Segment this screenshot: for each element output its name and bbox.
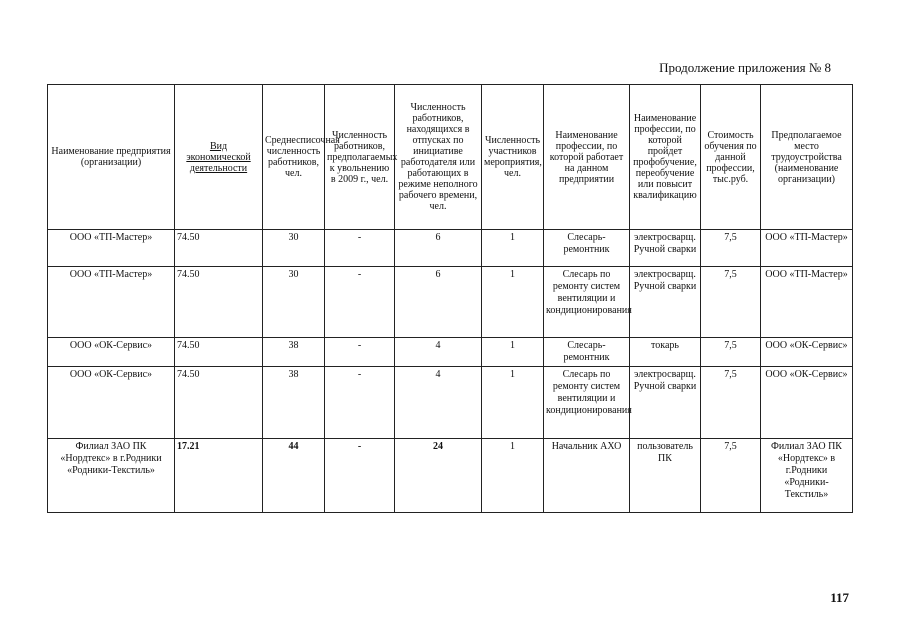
table-row [48,338,853,367]
col-header-on-leave: Численность работников, находящихся в отпусках по инициативе работодателя или работающих в режиме неполного рабочего времени, чел. [395,85,482,230]
participants-cell: 1 [482,230,544,267]
planned-dismissed-cell: - [325,267,395,338]
on-leave-cell: 6 [395,267,482,338]
training-profession-cell: пользователь ПК [630,439,701,513]
activity-cell: 74.50 [175,367,263,439]
org-name-cell: ООО «ТП-Мастер» [48,230,175,267]
col-header-training-profession: Наименование профессии, по которой пройдет профобучение, переобучение или повысит квалификацию [630,85,701,230]
planned-dismissed-cell: - [325,230,395,267]
table-row [48,367,853,439]
current-profession-cell: Начальник АХО [544,439,630,513]
participants-cell: 1 [482,338,544,367]
col-header-current-profession: Наименование профессии, по которой работает на данном предприятии [544,85,630,230]
col-header-training-cost: Стоимость обучения по данной профессии, тыс.руб. [701,85,761,230]
training-profession-cell: электросварщ. Ручной сварки [630,367,701,439]
current-profession-cell: Слесарь по ремонту систем вентиляции и кондиционирования [544,267,630,338]
org-name-cell: ООО «ОК-Сервис» [48,367,175,439]
future-employment-cell: ООО «ТП-Мастер» [761,230,853,267]
future-employment-cell: ООО «ТП-Мастер» [761,267,853,338]
current-profession-cell: Слесарь-ремонтник [544,338,630,367]
on-leave-cell: 24 [395,439,482,513]
training-cost-cell: 7,5 [701,338,761,367]
col-header-future-employment: Предполагаемое место трудоустройства (наименование организации) [761,85,853,230]
on-leave-cell: 4 [395,338,482,367]
activity-cell: 74.50 [175,267,263,338]
training-profession-cell: электросварщ. Ручной сварки [630,267,701,338]
col-header-planned-dismissed: Численность работников, предполагаемых к увольнению в 2009 г., чел. [325,85,395,230]
col-header-participants: Численность участников мероприятия, чел. [482,85,544,230]
planned-dismissed-cell: - [325,439,395,513]
training-profession-cell: электросварщ. Ручной сварки [630,230,701,267]
current-profession-cell: Слесарь-ремонтник [544,230,630,267]
page-number: 117 [830,590,849,605]
table-row [48,439,853,513]
employment-table [47,84,853,513]
on-leave-cell: 6 [395,230,482,267]
avg-headcount-cell: 44 [263,439,325,513]
training-profession-cell: токарь [630,338,701,367]
avg-headcount-cell: 38 [263,338,325,367]
avg-headcount-cell: 30 [263,267,325,338]
planned-dismissed-cell: - [325,338,395,367]
table-row [48,230,853,267]
future-employment-cell: ООО «ОК-Сервис» [761,367,853,439]
col-header-org-name: Наименование предприятия (организации) [48,85,175,230]
training-cost-cell: 7,5 [701,230,761,267]
org-name-cell: Филиал ЗАО ПК «Нордтекс» в г.Родники «Родники-Текстиль» [48,439,175,513]
current-profession-cell: Слесарь по ремонту систем вентиляции и кондиционирования [544,367,630,439]
org-name-cell: ООО «ТП-Мастер» [48,267,175,338]
future-employment-cell: Филиал ЗАО ПК «Нордтекс» в г.Родники «Родники-Текстиль» [761,439,853,513]
table-header-row [48,85,853,230]
training-cost-cell: 7,5 [701,367,761,439]
training-cost-cell: 7,5 [701,267,761,338]
avg-headcount-cell: 30 [263,230,325,267]
planned-dismissed-cell: - [325,367,395,439]
participants-cell: 1 [482,367,544,439]
activity-cell: 17.21 [175,439,263,513]
activity-cell: 74.50 [175,338,263,367]
col-header-avg-headcount: Среднесписочная численность работников, чел. [263,85,325,230]
col-header-activity: Вид экономической деятельности [175,85,263,230]
avg-headcount-cell: 38 [263,367,325,439]
table-row [48,267,853,338]
participants-cell: 1 [482,439,544,513]
future-employment-cell: ООО «ОК-Сервис» [761,338,853,367]
participants-cell: 1 [482,267,544,338]
continuation-header: Продолжение приложения № 8 [659,60,831,75]
org-name-cell: ООО «ОК-Сервис» [48,338,175,367]
training-cost-cell: 7,5 [701,439,761,513]
on-leave-cell: 4 [395,367,482,439]
activity-cell: 74.50 [175,230,263,267]
